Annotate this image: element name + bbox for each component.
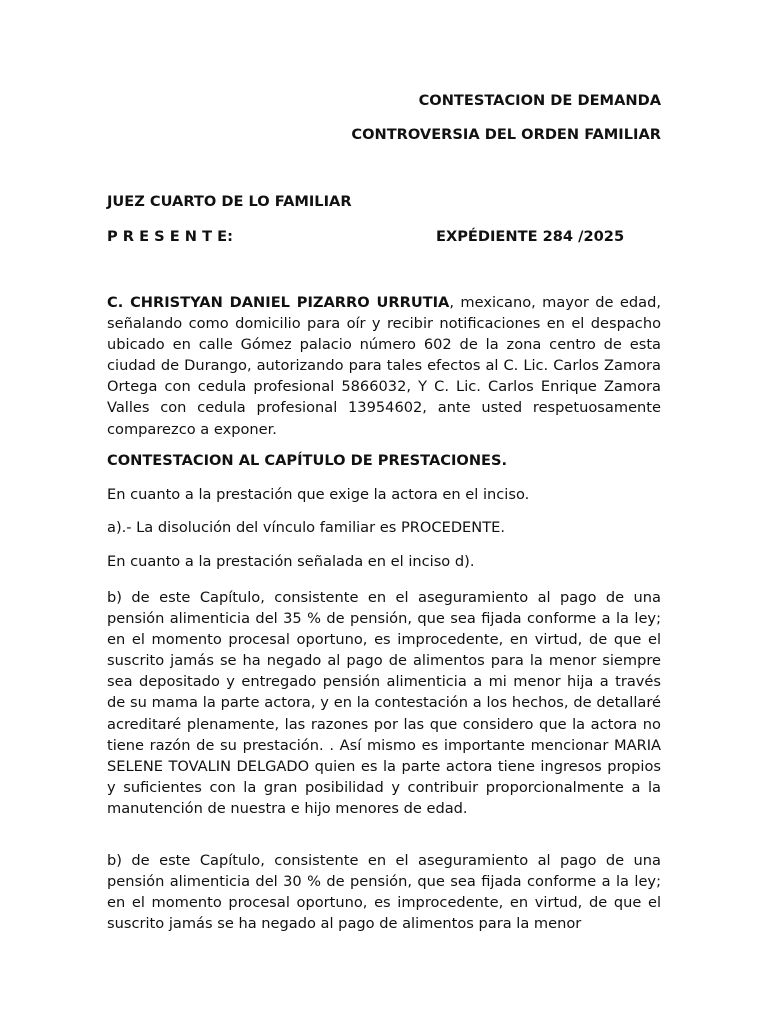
paragraph-3: En cuanto a la prestación señalada en el inciso d). xyxy=(107,553,475,570)
paragraph-4: b) de este Capítulo, consistente en el aseguramiento al pago de una pensión alimenticia del 35 % de pensión, que sea fijada conforme a la ley; en el momento procesal oportuno, es improcedente, en virtud, de que el suscrito jamás se ha negado al pago de alimentos para la menor siempre sea depositado y entregado pensión alimenticia a mi menor hija a través de su mama la parte actora, y en la contestación a los hechos, de detallaré acreditaré plenamente, las razones por las que considero que la actora no tiene razón de su prestación. . Así mismo es importante mencionar MARIA SELENE TOVALIN DELGADO quien es la parte actora tiene ingresos propios y suficientes con la gran posibilidad y contribuir proporcionalmente a la manutención de nuestra e hijo menores de edad. xyxy=(107,589,661,817)
paragraph-2: a).- La disolución del vínculo familiar es PROCEDENTE. xyxy=(107,519,505,536)
intro-paragraph xyxy=(107,292,661,440)
plaintiff-name: C. CHRISTYAN DANIEL PIZARRO URRUTIA xyxy=(107,294,450,311)
presente-label: P R E S E N T E: xyxy=(107,228,233,245)
paragraph-1: En cuanto a la prestación que exige la actora en el inciso. xyxy=(107,486,530,503)
document-page xyxy=(107,0,661,1024)
document-subtitle: CONTROVERSIA DEL ORDEN FAMILIAR xyxy=(351,126,661,143)
paragraph-5: b) de este Capítulo, consistente en el aseguramiento al pago de una pensión alimenticia del 30 % de pensión, que sea fijada conforme a la ley; en el momento procesal oportuno, es improcedente, en virtud, de que el suscrito jamás se ha negado al pago de alimentos para la menor xyxy=(107,852,661,933)
expediente-number: EXPÉDIENTE 284 /2025 xyxy=(436,228,625,245)
judge-addressee: JUEZ CUARTO DE LO FAMILIAR xyxy=(107,193,352,210)
intro-text: , mexicano, mayor de edad, señalando como domicilio para oír y recibir notificaciones en el despacho ubicado en calle Gómez palacio número 602 de la zona centro de esta ciudad de Durango, autorizando para tales efectos al C. Lic. Carlos Zamora Ortega con cedula profesional 5866032, Y C. Lic. Carlos Enrique Zamora Valles con cedula profesional 13954602, ante usted respetuosamente comparezco a exponer. xyxy=(107,294,661,438)
document-title: CONTESTACION DE DEMANDA xyxy=(418,92,661,109)
section-heading: CONTESTACION AL CAPÍTULO DE PRESTACIONES. xyxy=(107,452,508,469)
